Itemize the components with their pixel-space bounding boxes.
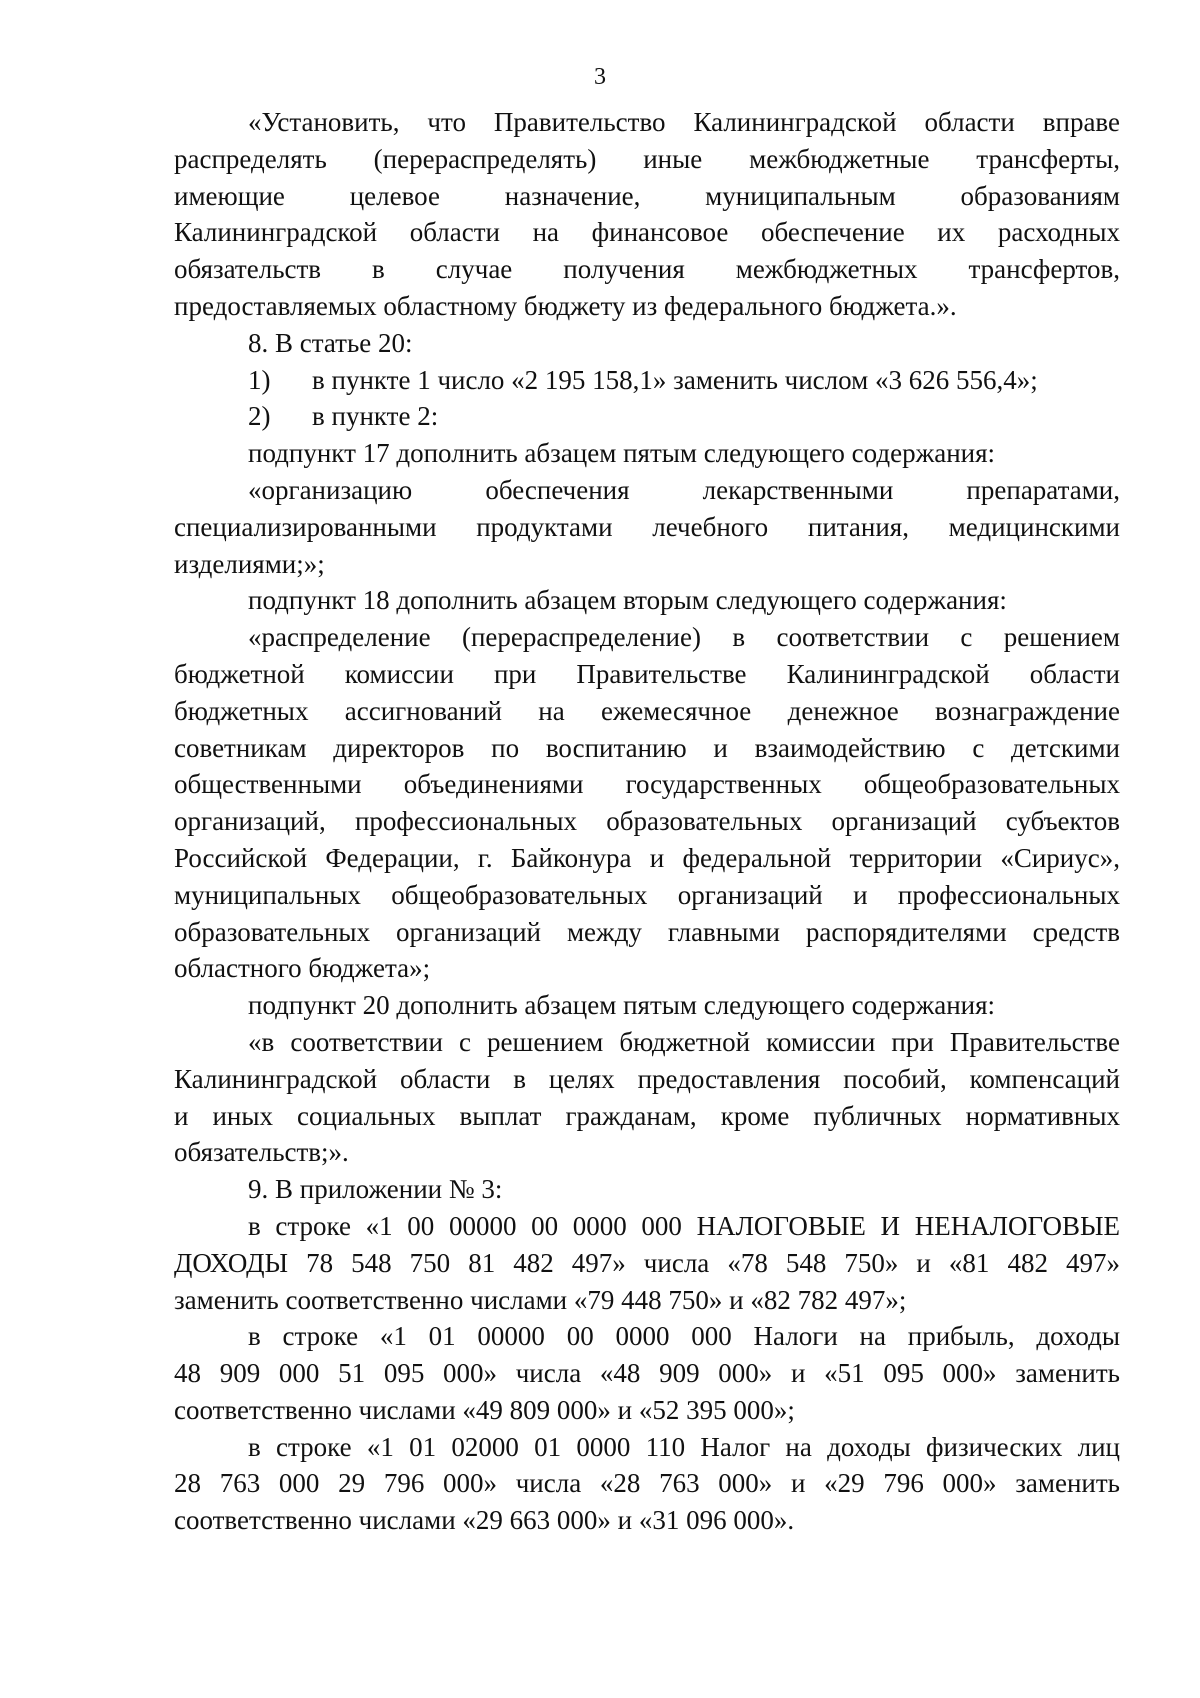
paragraph-subpoint-17: подпункт 17 дополнить абзацем пятым следующего содержания: — [248, 438, 996, 469]
text-line: Российской Федерации, г. Байконура и федеральной территории «Сириус», — [174, 842, 1120, 873]
text-line: «распределение (перераспределение) в соответствии с решением — [248, 622, 1120, 653]
text-line: муниципальных общеобразовательных организаций и профессиональных — [174, 879, 1120, 910]
text-line: советникам директоров по воспитанию и взаимодействию с детскими — [174, 732, 1120, 763]
paragraph-subpoint-20: подпункт 20 дополнить абзацем пятым следующего содержания: — [248, 990, 996, 1021]
paragraph-subpoint-18: подпункт 18 дополнить абзацем вторым следующего содержания: — [248, 585, 1007, 616]
text-line: имеющие целевое назначение, муниципальным образованиям — [174, 180, 1120, 211]
text-line: обязательств в случае получения межбюджетных трансфертов, — [174, 254, 1120, 285]
text-line: общественными объединениями государственных общеобразовательных — [174, 769, 1120, 800]
text-line: заменить соответственно числами «79 448 750» и «82 782 497»; — [174, 1284, 907, 1315]
paragraph-row-profit-income — [174, 1318, 1120, 1428]
text-line: бюджетных ассигнований на ежемесячное денежное вознаграждение — [174, 695, 1120, 726]
paragraph-row-personal-income — [174, 1429, 1120, 1539]
paragraph-row-tax-nontax — [174, 1208, 1120, 1318]
text-line: «в соответствии с решением бюджетной комиссии при Правительстве — [248, 1026, 1120, 1057]
paragraph-article-20: 8. В статье 20: — [248, 327, 413, 358]
text-line: 48 909 000 51 095 000» числа «48 909 000» и «51 095 000» заменить — [174, 1358, 1120, 1389]
list-text: в пункте 2: — [312, 401, 439, 432]
text-line: и иных социальных выплат гражданам, кроме публичных нормативных — [174, 1100, 1120, 1131]
text-line: специализированными продуктами лечебного питания, медицинскими — [174, 511, 1120, 542]
page-number: 3 — [594, 64, 606, 90]
list-marker: 2) — [248, 401, 271, 432]
paragraph-quote-commission — [174, 1024, 1120, 1171]
text-line: Калининградской области на финансовое обеспечение их расходных — [174, 217, 1120, 248]
text-line: 28 763 000 29 796 000» числа «28 763 000» и «29 796 000» заменить — [174, 1468, 1120, 1499]
text-line: в строке «1 01 00000 00 0000 000 Налоги на прибыль, доходы — [248, 1321, 1120, 1352]
text-line: образовательных организаций между главными распорядителями средств — [174, 916, 1120, 947]
text-line: в строке «1 00 00000 00 0000 000 НАЛОГОВЫЕ И НЕНАЛОГОВЫЕ — [248, 1210, 1120, 1241]
text-line: областного бюджета»; — [174, 953, 431, 984]
text-line: распределять (перераспределять) иные межбюджетные трансферты, — [174, 143, 1120, 174]
text-line: соответственно числами «29 663 000» и «31 096 000». — [174, 1505, 795, 1536]
text-line: соответственно числами «49 809 000» и «52 395 000»; — [174, 1394, 795, 1425]
text-line: в строке «1 01 02000 01 0000 110 Налог на доходы физических лиц — [248, 1431, 1120, 1462]
text-line: предоставляемых областному бюджету из федерального бюджета.». — [174, 290, 957, 321]
paragraph-quote-medicines — [174, 472, 1120, 582]
text-line: ДОХОДЫ 78 548 750 81 482 497» числа «78 548 750» и «81 482 497» — [174, 1247, 1120, 1278]
text-line: обязательств;». — [174, 1137, 349, 1168]
text-line: «Установить, что Правительство Калининградской области вправе — [248, 107, 1120, 137]
text-line: организаций, профессиональных образовательных организаций субъектов — [174, 806, 1120, 837]
list-item-2 — [174, 398, 1120, 435]
list-marker: 1) — [248, 364, 271, 395]
list-text: в пункте 1 число «2 195 158,1» заменить числом «3 626 556,4»; — [312, 364, 1038, 395]
document-body — [174, 104, 1120, 1539]
paragraph-appendix-3: 9. В приложении № 3: — [248, 1174, 503, 1205]
text-line: изделиями;»; — [174, 548, 325, 579]
text-line: Калининградской области в целях предоставления пособий, компенсаций — [174, 1063, 1120, 1094]
list-item-1 — [174, 362, 1120, 399]
text-line: бюджетной комиссии при Правительстве Калининградской области — [174, 658, 1120, 689]
paragraph-quote-distribution — [174, 619, 1120, 987]
text-line: «организацию обеспечения лекарственными препаратами, — [248, 474, 1120, 505]
paragraph-amendment-quote — [174, 104, 1120, 325]
